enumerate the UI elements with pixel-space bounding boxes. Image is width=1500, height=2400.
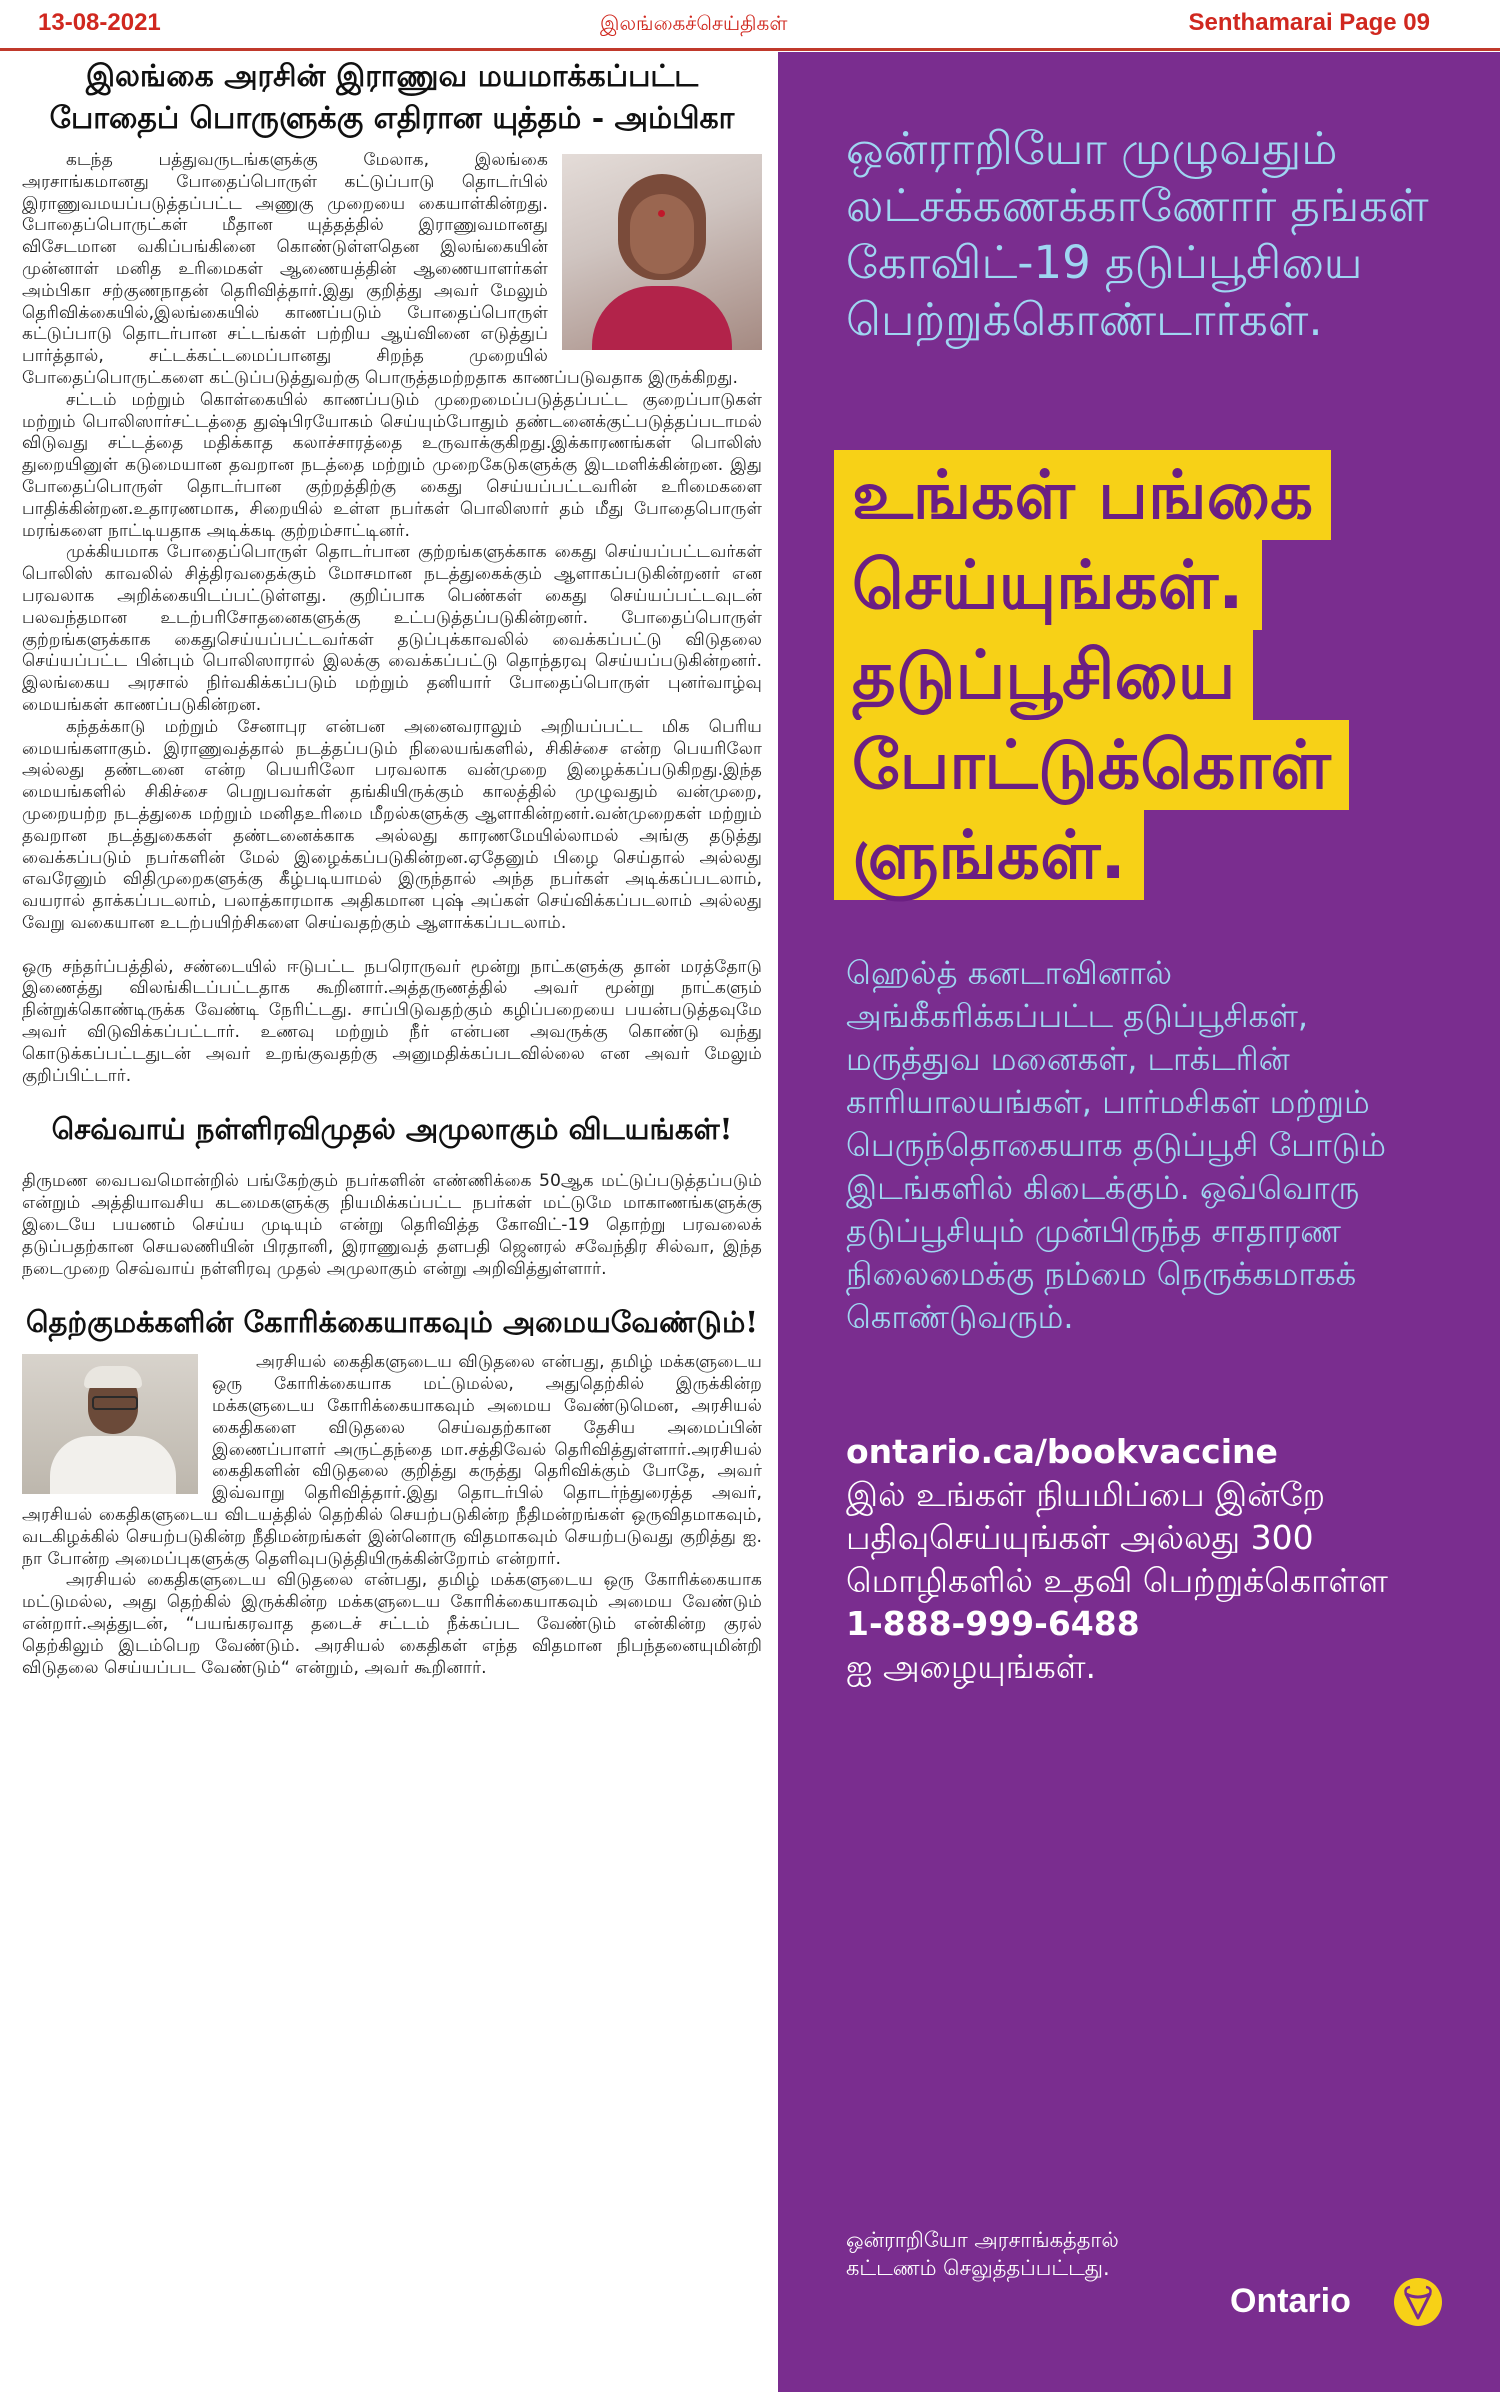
call-text: ஐ அழையுங்கள்.	[846, 1647, 1097, 1686]
ad-lead-text: ஒன்ராறியோ முழுவதும் லட்சக்கணக்காணோர் தங்கள் கோவிட்-19 தடுப்பூசியை பெற்றுக்கொண்டார்கள்.	[846, 122, 1429, 346]
booking-text: இல் உங்கள் நியமிப்பை இன்றே பதிவுசெய்யுங்கள் அல்லது 300 மொழிகளில் உதவி பெற்றுக்கொள்ள	[846, 1475, 1388, 1600]
article3-paragraph: அரசியல் கைதிகளுடைய விடுதலை என்பது, தமிழ் மக்களுடைய ஒரு கோரிக்கையாக மட்டுமல்ல, அதுதெற்கில் இருக்கின்ற மக்களுடைய கோரிக்கையாகவும் அமைய வேண்டுமென, அரசியல் கைதிகளை விடுதலை செய்வதற்கான தேசிய அமைப்பின் இணைப்பாளர் அருட்தந்தை மா.சத்திவேல் தெரிவித்துள்ளார்.அரசியல் கைதிகளின் விடுதலை குறித்து கருத்து தெரிவிக்கும் போதே, அவர் இவ்வாறு தெரிவித்தார்.இது தொடர்பில் தொடர்ந்துரைத்த அவர், அரசியல் கைதிகளுடைய விடயத்தில் தெற்கில் செயற்படுகின்ற நீதிமன்றங்கள் ஒருவிதமாகவும், வடகிழக்கில் செயற்படுகின்ற நீதிமன்றங்கள் இன்னொரு விதமாகவும் செயற்படுவது குறித்து ஐ. நா போன்ற அமைப்புகளுக்கு தெளிவுபடுத்தியிருக்கின்றோம் என்றார்.	[22, 1352, 762, 1569]
news-column	[22, 52, 762, 2392]
article1-paragraph: ஒரு சந்தர்ப்பத்தில், சண்டையில் ஈடுபட்ட நபரொருவர் மூன்று நாட்களுக்கு தான் மரத்தோடு இணைத்து விலங்கிடப்பட்டதாக கூறினார்.அத்தருணத்தில் அவர் மூன்று நாட்களும் நின்றுக்கொண்டிருக்க வேண்டி நேரிட்டது. சாப்பிடுவதற்கும் கழிப்பறையை பயன்படுத்தவுமே அவர் விடுவிக்கப்பட்டார். உணவு மற்றும் நீர் என்பன அவருக்கு கொண்டு வந்து கொடுக்கப்பட்டதுடன் அவர் உறங்குவதற்கு அனுமதிக்கப்படவில்லை என அவர் மேலும் குறிப்பிட்டார்.	[22, 956, 762, 1086]
ontario-logo-text: Ontario	[1230, 2282, 1351, 2320]
booking-phone[interactable]: 1-888-999-6488	[846, 1604, 1140, 1643]
article1-paragraph: கடந்த பத்துவருடங்களுக்கு மேலாக, இலங்கை அரசாங்கமானது போதைப்பொருள் கட்டுப்பாடு தொடர்பில் இராணுவமயப்படுத்தப்பட்ட அணுகு முறையை கையாள்கின்றது. போதைப்பொருட்கள் மீதான யுத்தத்தில் இராணுவமானது விசேடமான வகிப்பங்கினை கொண்டுள்ளதென இலங்கையின் முன்னாள் மனித உரிமைகள் ஆணையத்தின் ஆணையாளர்கள் அம்பிகா சற்குணநாதன் தெரிவித்தார்.இது குறித்து அவர் மேலும் தெரிவிக்கையில்,இலங்கையில் காணப்படும் போதைப்பொருள் கட்டுப்பாடு தொடர்பான சட்டங்கள் பற்றிய ஆய்வினை எடுத்துப் பார்த்தால், சட்டக்கட்டமைப்பானது சிறந்த முறையில் போதைப்பொருட்களை கட்டுப்படுத்துவற்கு பொருத்தமற்றதாக காணப்படுவதாக இருக்கிறது.	[22, 150, 738, 388]
ad-booking-block	[846, 1430, 1446, 1688]
ad-paid-by: ஒன்ராறியோ அரசாங்கத்தால் கட்டணம் செலுத்தப்பட்டது.	[846, 2228, 1119, 2280]
article1-paragraph: சட்டம் மற்றும் கொள்கையில் காணப்படும் முறைமைப்படுத்தப்பட்ட குறைப்பாடுகள் மற்றும் பொலிஸார்சட்டத்தை துஷ்பிரயோகம் செய்யும்போதும் தண்டனைக்குட்படுத்தப்படாமல் விடுவது சட்டத்தை மதிக்காத கலாச்சாரத்தை உருவாக்குகிறது.இக்காரணங்கள் பொலிஸ் துறையினுள் கடுமையான தவறான நடத்தை மற்றும் முறைகேடுகளுக்கு இடமளிக்கின்றன. இது போதைப்பொருள் தொடர்பான குற்றத்திற்கு கைது செய்யப்பட்டவரின் உரிமைகளை பாதிக்கின்றன.உதாரணமாக, சிறையில் உள்ள நபர்கள் பொலிஸார் தம் மீது போதைபொருள் மரங்களை நாட்டியதாக அடிக்கடி குற்றம்சாட்டினர்.	[22, 389, 762, 541]
article3-paragraph: அரசியல் கைதிகளுடைய விடுதலை என்பது, தமிழ் மக்களுடைய ஒரு கோரிக்கையாக மட்டுமல்ல, அது தெற்கில் இருக்கின்ற மக்களுடைய கோரிக்கையாகவும் அமைய வேண்டும் என்றார்.அத்துடன், “பயங்கரவாத தடைச் சட்டம் நீக்கப்பட வேண்டும் என்கின்ற குரல் தெற்கிலும் இடம்பெற வேண்டும். அரசியல் கைதிகள் எந்த விதமான நிபந்தனையுமின்றி விடுதலை செய்யப்பட வேண்டும்“ என்றும், அவர் கூறினார்.	[22, 1570, 762, 1678]
ambika-photo	[562, 154, 762, 350]
article3-title: தெற்குமக்களின் கோரிக்கையாகவும் அமையவேண்டும்!	[25, 1305, 759, 1340]
vaccine-advertisement	[778, 52, 1500, 2392]
article1-title-line2: போதைப் பொருளுக்கு எதிரான யுத்தம் - அம்பிகா	[49, 101, 735, 136]
cta-line: செய்யுங்கள்.	[834, 540, 1262, 630]
article2-paragraph: திருமண வைபவமொன்றில் பங்கேற்கும் நபர்களின் எண்ணிக்கை 50ஆக மட்டுப்படுத்தப்படும் என்றும் அத்தியாவசிய கடமைகளுக்கு நியமிக்கப்பட்ட நபர்கள் மட்டுமே மாகாணங்களுக்கு இடையே பயணம் செய்ய முடியும் என்று தெரிவித்த கோவிட்-19 தொற்று பரவலைக் தடுப்பதற்கான செயலணியின் பிரதானி, இராணுவத் தளபதி ஜெனரல் சவேந்திர சில்வா, இந்த நடைமுறை செவ்வாய் நள்ளிரவு முதல் அமுலாகும் என்று அறிவித்துள்ளார்.	[22, 1171, 762, 1279]
article1-paragraph: முக்கியமாக போதைப்பொருள் தொடர்பான குற்றங்களுக்காக கைது செய்யப்பட்டவர்கள் பொலிஸ் காவலில் சித்திரவதைக்கும் மோசமான நடத்துகைக்கும் ஆளாகப்படுகின்றனர் என பரவலாக அறிக்கையிடப்பட்டுள்ளது. குறிப்பாக பெண்கள் கைது செய்யப்பட்டவுடன் பலவந்தமான உடற்பரிசோதனைகளுக்கு உட்படுத்தப்படுகின்றனர். போதைப்பொருள் குற்றங்களுக்காக கைதுசெய்யப்பட்டவர்கள் தடுப்புக்காவலில் வைக்கப்பட்டு விடுதலை செய்யப்பட்ட பின்பும் பொலிஸாரால் இலக்கு வைக்கப்பட்டு தொந்தரவு செய்யப்படுகின்றனர். இலங்கைய அரசால் நிர்வகிக்கப்படும் மற்றும் தனியார் போதைப்பொருள் புனர்வாழ்வு மையங்கள் காணப்படுகின்றன.	[22, 542, 762, 715]
issue-date: 13-08-2021	[38, 9, 161, 36]
article2-title: செவ்வாய் நள்ளிரவிமுதல் அமுலாகும் விடயங்கள்!	[51, 1112, 733, 1147]
section-name: இலங்கைச்செய்திகள்	[600, 11, 788, 35]
cta-line: ளுங்கள்.	[834, 810, 1144, 900]
booking-url[interactable]: ontario.ca/bookvaccine	[846, 1432, 1278, 1471]
ad-info-text: ஹெல்த் கனடாவினால் அங்கீகரிக்கப்பட்ட தடுப்பூசிகள், மருத்துவ மனைகள், டாக்டரின் காரியாலயங்கள், பார்மசிகள் மற்றும் பெருந்தொகையாக தடுப்பூசி போடும் இடங்களில் கிடைக்கும். ஒவ்வொரு தடுப்பூசியும் முன்பிருந்த சாதாரண நிலைமைக்கு நம்மை நெருக்கமாகக் கொண்டுவரும்.	[846, 954, 1386, 1336]
cta-line: உங்கள் பங்கை	[834, 450, 1331, 540]
article2-body	[22, 1171, 762, 1280]
article1-paragraph: கந்தக்காடு மற்றும் சேனாபுர என்பன அனைவராலும் அறியப்பட்ட மிக பெரிய மையங்களாகும். இராணுவத்தால் நடத்தப்படும் நிலையங்களில், சிகிச்சை என்ற பெயரிலோ அல்லது தண்டனை என்ற பெயரிலோ பரவலாக வன்முறை இழைக்கப்படுகிறது.இந்த மையங்களில் சிகிச்சை பெறுபவர்கள் தங்கியிருக்கும் காலத்தில் முழுவதும் வன்முறை, முறையற்ற நடத்துகை மற்றும் மனிதஉரிமை மீறல்களுக்கு ஆளாகின்றனர்.வன்முறைகள் மற்றும் தவறான நடத்துகைகள் தண்டனைக்காக அல்லது காரணமேயில்லாமல் அங்கு தடுத்து வைக்கப்படும் நபர்களின் மேல் இழைக்கப்படுகின்றன.ஏதேனும் பிழை செய்தால் அல்லது எவரேனும் விதிமுறைகளுக்கு கீழ்படியாமல் இருந்தால் அந்த நபர்கள் அடிக்கப்படலாம், வயரால் தாக்கப்படலாம், பலாத்காரமாக அதிகமான புஷ் அப்கள் செய்விக்கப்படலாம் அல்லது வேறு வகையான உடற்பயிற்சிகளை செய்வதற்கும் ஆளாக்கப்படலாம்.	[22, 716, 762, 933]
sathivel-photo	[22, 1354, 198, 1494]
ontario-logo	[1230, 2278, 1460, 2328]
page-header	[0, 0, 1500, 51]
trillium-icon	[1394, 2278, 1442, 2326]
ad-call-to-action	[834, 450, 1410, 900]
page-number: Senthamarai Page 09	[1188, 9, 1430, 36]
cta-line: தடுப்பூசியை	[834, 630, 1253, 720]
article3-body	[22, 1352, 762, 1679]
article1-title-line1: இலங்கை அரசின் இராணுவ மயமாக்கப்பட்ட	[85, 59, 699, 94]
article1-title	[22, 56, 762, 140]
cta-line: போட்டுக்கொள்	[834, 720, 1349, 810]
article1-body	[22, 150, 762, 1087]
